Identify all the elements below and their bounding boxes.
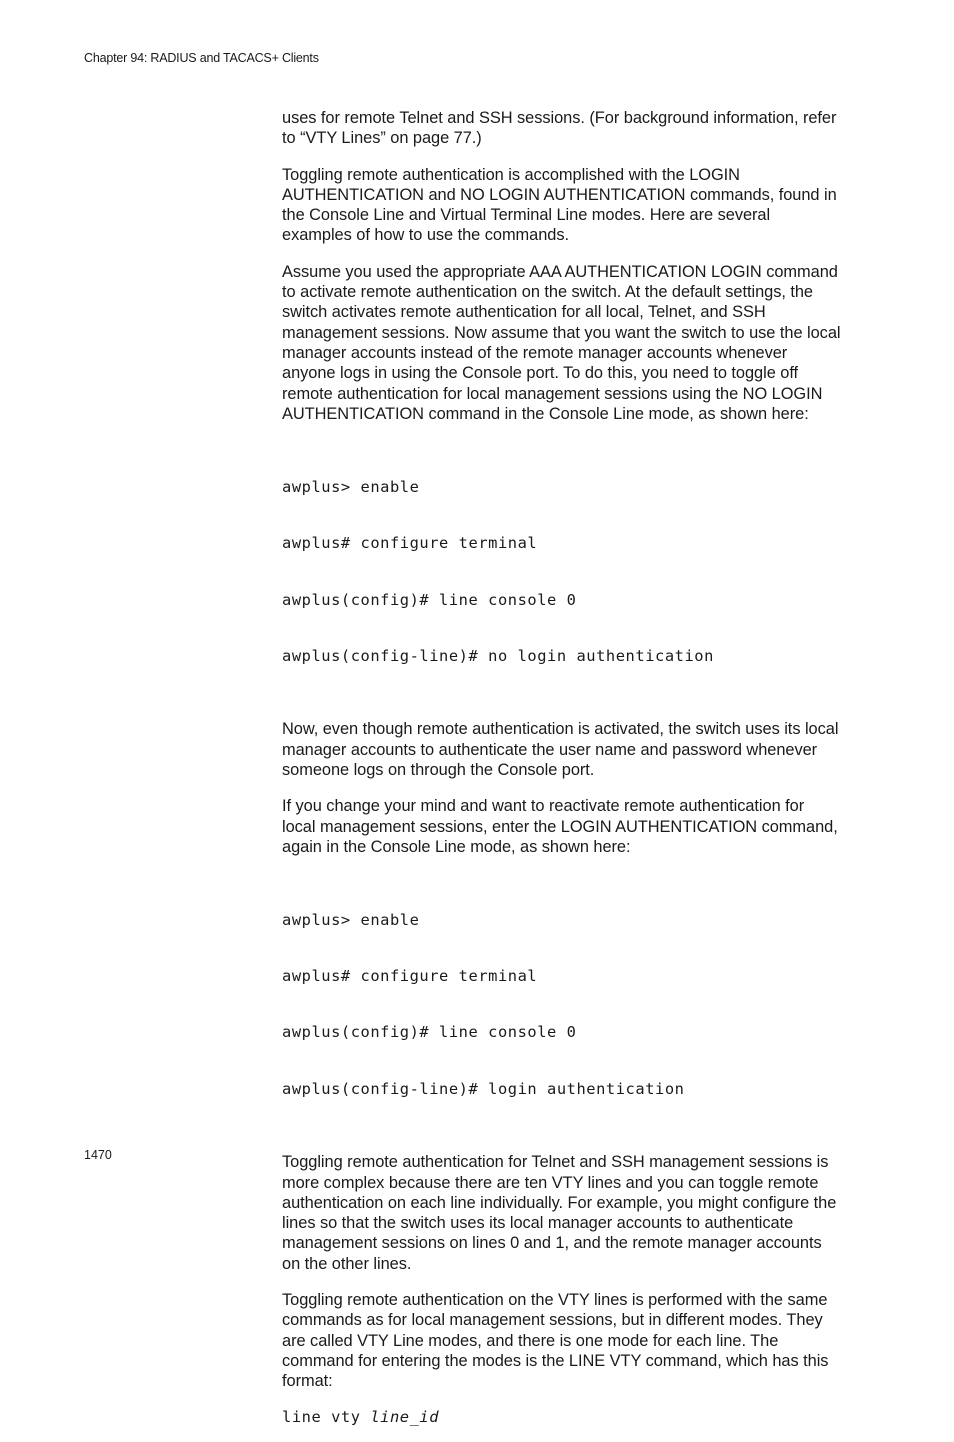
code-line: awplus(config)# line console 0 (282, 590, 577, 609)
code-line: awplus(config-line)# login authentication (282, 1079, 685, 1098)
paragraph-vty-complexity: Toggling remote authentication for Telnet and SSH management sessions is more complex because there are ten VTY lines and you can toggle remote authentication on each line individually. For example, you might configure the lines so that the switch uses its local manager accounts to authenticate management sessions on lines 0 and 1, and the remote manager accounts on the other lines. (282, 1153, 837, 1273)
page-body (282, 108, 842, 1442)
code-block-no-login (282, 440, 842, 703)
paragraph-console-example: Assume you used the appropriate AAA AUTHENTICATION LOGIN command to activate remote authentication on the switch. At the default settings, the switch activates remote authentication for all local, Telnet, and SSH management sessions. Now assume that you want the switch to use the local manager accounts instead of the remote manager accounts whenever anyone logs in using the Console port. To do this, you need to toggle off remote authentication for local management sessions using the NO LOGIN AUTHENTICATION command in the Console Line mode, as shown here: (282, 262, 841, 423)
page-number: 1470 (84, 1148, 112, 1162)
syntax-parameter: line_id (370, 1407, 440, 1426)
command-syntax (282, 1408, 842, 1427)
code-block-login (282, 873, 842, 1136)
paragraph-reactivate: If you change your mind and want to reactivate remote authentication for local management sessions, enter the LOGIN AUTHENTICATION command, again in the Console Line mode, as shown here: (282, 797, 838, 856)
paragraph-vty-modes: Toggling remote authentication on the VTY lines is performed with the same commands as for local management sessions, but in different modes. They are called VTY Line modes, and there is one mode for each line. The command for entering the modes is the LINE VTY command, which has this format: (282, 1291, 829, 1391)
code-line: awplus# configure terminal (282, 967, 538, 986)
syntax-command: line vty (282, 1407, 371, 1426)
paragraph-toggling-overview: Toggling remote authentication is accomplished with the LOGIN AUTHENTICATION and NO LOGIN AUTHENTICATION commands, found in the Console Line and Virtual Terminal Line modes. Here are several examples of how to use the commands. (282, 165, 837, 245)
running-header: Chapter 94: RADIUS and TACACS+ Clients (84, 51, 319, 65)
paragraph-local-accounts: Now, even though remote authentication is activated, the switch uses its local manager accounts to authenticate the user name and password whenever someone logs on through the Console port. (282, 720, 839, 779)
code-line: awplus# configure terminal (282, 534, 538, 553)
code-line: awplus(config-line)# no login authentication (282, 646, 714, 665)
code-line: awplus(config)# line console 0 (282, 1023, 577, 1042)
code-line: awplus> enable (282, 910, 420, 929)
code-line: awplus> enable (282, 477, 420, 496)
paragraph-vty-intro: uses for remote Telnet and SSH sessions. (For background information, refer to “VTY Lines” on page 77.) (282, 109, 837, 148)
